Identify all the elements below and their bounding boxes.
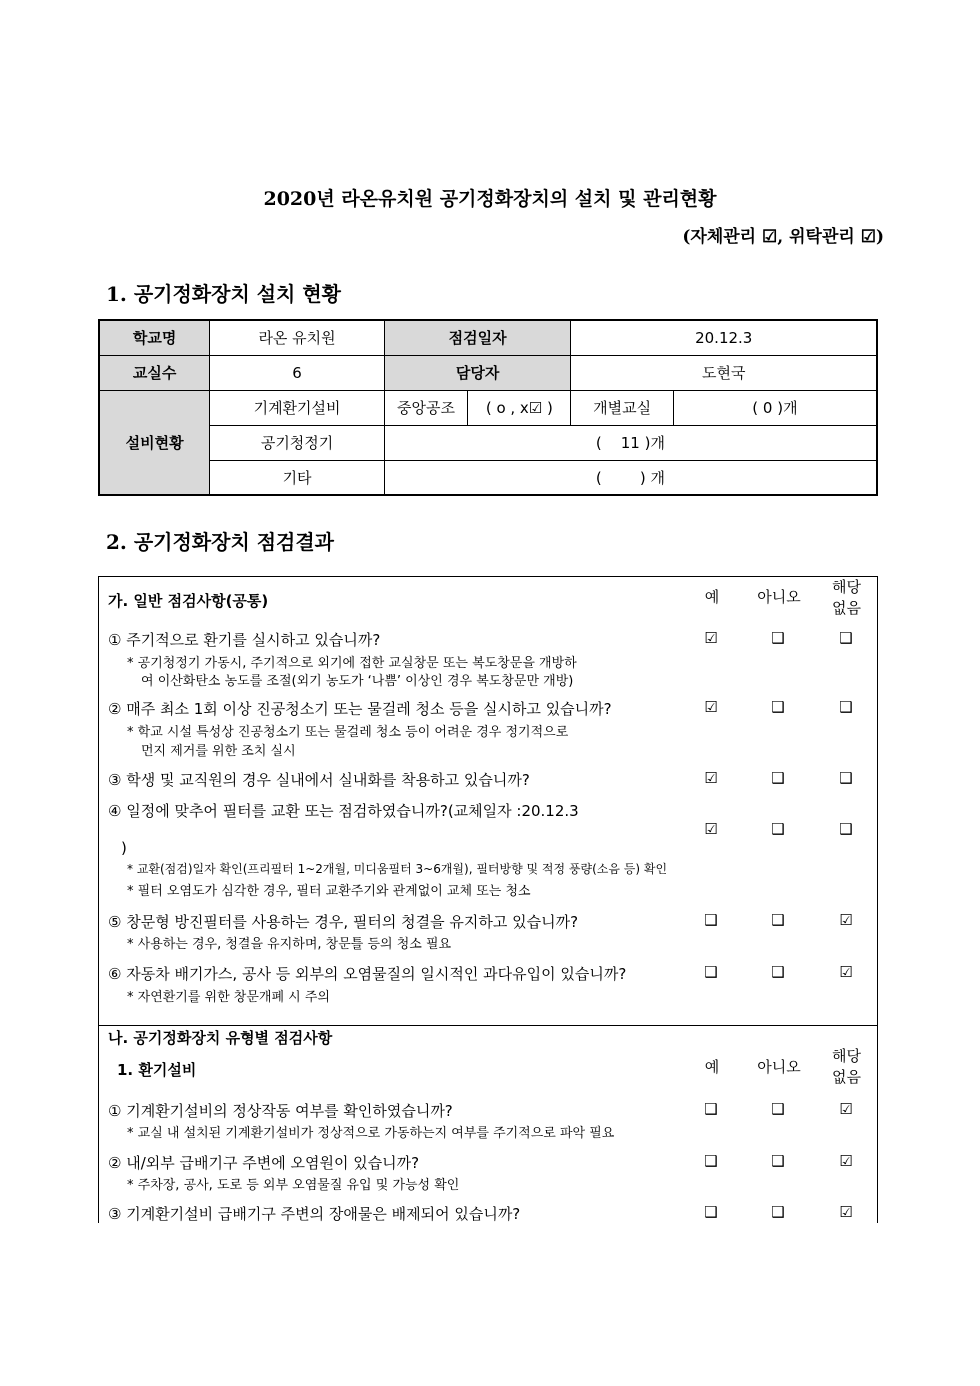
manager-label: 담당자 <box>384 355 571 390</box>
q2-no-checkbox[interactable]: ❑ <box>771 698 785 716</box>
other-value: ( ) 개 <box>384 460 877 495</box>
q2-na-checkbox[interactable]: ❑ <box>839 698 853 716</box>
column-na-2-line1: 해당 <box>832 1047 861 1065</box>
document-title: 2020년 라온유치원 공기정화장치의 설치 및 관리현황 <box>263 188 717 210</box>
ventilation-label: 기계환기설비 <box>210 390 385 425</box>
q1-no-checkbox[interactable]: ❑ <box>771 629 785 647</box>
column-na-2 <box>824 1046 869 1088</box>
ventilation-question-1: ① 기계환기설비의 정상작동 여부를 확인하였습니까? <box>108 1102 453 1120</box>
q3-na-checkbox[interactable]: ❑ <box>839 769 853 787</box>
general-section-header: 가. 일반 점검사항(공통) <box>108 592 269 610</box>
q2-yes-checkbox[interactable]: ☑ <box>704 698 718 716</box>
school-label: 학교명 <box>99 320 210 355</box>
rooms-value: 6 <box>210 355 385 390</box>
ventilation-subheader: 1. 환기설비 <box>117 1061 197 1079</box>
q3-no-checkbox[interactable]: ❑ <box>771 769 785 787</box>
v1-yes-checkbox[interactable]: ❑ <box>704 1100 718 1118</box>
v1-na-checkbox[interactable]: ☑ <box>839 1100 853 1118</box>
v2-no-checkbox[interactable]: ❑ <box>771 1152 785 1170</box>
ventilation-question-2-note: * 주차장, 공사, 도로 등 외부 오염물질 유입 및 가능성 확인 <box>127 1178 460 1193</box>
v3-yes-checkbox[interactable]: ❑ <box>704 1203 718 1221</box>
date-value: 20.12.3 <box>571 320 877 355</box>
q5-na-checkbox[interactable]: ☑ <box>839 911 853 929</box>
other-label: 기타 <box>210 460 385 495</box>
question-2-note-2: 먼지 제거를 위한 조치 실시 <box>141 744 296 759</box>
question-1: ① 주기적으로 환기를 실시하고 있습니까? <box>108 631 381 649</box>
purifier-value: ( 11 )개 <box>384 425 877 460</box>
section-divider <box>99 1025 877 1026</box>
q3-yes-checkbox[interactable]: ☑ <box>704 769 718 787</box>
section-2-heading: 2. 공기정화장치 점검결과 <box>106 530 335 554</box>
question-1-note-1: * 공기청정기 가동시, 주기적으로 외기에 접한 교실창문 또는 복도창문을 개방하 <box>127 656 577 671</box>
q1-na-checkbox[interactable]: ❑ <box>839 629 853 647</box>
q4-yes-checkbox[interactable]: ☑ <box>704 820 718 838</box>
ventilation-question-2: ② 내/외부 급배기구 주변에 오염원이 있습니까? <box>108 1154 420 1172</box>
q6-na-checkbox[interactable]: ☑ <box>839 963 853 981</box>
q4-na-checkbox[interactable]: ❑ <box>839 820 853 838</box>
question-2: ② 매주 최소 1회 이상 진공청소기 또는 물걸레 청소 등을 실시하고 있습니까? <box>108 700 612 718</box>
q6-yes-checkbox[interactable]: ❑ <box>704 963 718 981</box>
question-4-cont: ) <box>121 839 127 857</box>
column-na-2-line2: 없음 <box>832 1068 861 1086</box>
installation-table <box>98 319 878 496</box>
manager-value: 도현국 <box>571 355 877 390</box>
column-na-line1: 해당 <box>832 578 861 596</box>
question-6-note-1: * 자연환기를 위한 창문개폐 시 주의 <box>127 990 330 1005</box>
school-value: 라온 유치원 <box>210 320 385 355</box>
column-na-line2: 없음 <box>832 599 861 617</box>
column-yes-2: 예 <box>704 1058 720 1076</box>
column-na <box>824 577 869 619</box>
management-type: (자체관리 ☑, 위탁관리 ☑) <box>682 227 884 247</box>
ventilation-question-3: ③ 기계환기설비 급배기구 주변의 장애물은 배제되어 있습니까? <box>108 1205 521 1223</box>
question-2-note-1: * 학교 시설 특성상 진공청소기 또는 물걸레 청소 등이 어려운 경우 정기적으로 <box>127 725 569 740</box>
question-4-note-2: * 필터 오염도가 심각한 경우, 필터 교환주기와 관계없이 교체 또는 청소 <box>127 884 531 899</box>
type-section-header: 나. 공기정화장치 유형별 점검사항 <box>108 1029 333 1047</box>
v3-na-checkbox[interactable]: ☑ <box>839 1203 853 1221</box>
q6-no-checkbox[interactable]: ❑ <box>771 963 785 981</box>
central-label: 중앙공조 <box>384 390 467 425</box>
question-6: ⑥ 자동차 배기가스, 공사 등 외부의 오염물질의 일시적인 과다유입이 있습니까? <box>108 965 627 983</box>
rooms-label: 교실수 <box>99 355 210 390</box>
question-4-note-1: * 교환(점검)일자 확인(프리필터 1~2개월, 미디움필터 3~6개월), 필터방향 및 적정 풍량(소음 등) 확인 <box>127 862 668 876</box>
purifier-label: 공기청정기 <box>210 425 385 460</box>
question-1-note-2: 여 이산화탄소 농도를 조절(외기 농도가 ‘나쁨’ 이상인 경우 복도창문만 개방) <box>141 674 574 689</box>
v2-na-checkbox[interactable]: ☑ <box>839 1152 853 1170</box>
column-no-2: 아니오 <box>757 1058 801 1076</box>
individual-label: 개별교실 <box>571 390 673 425</box>
q4-no-checkbox[interactable]: ❑ <box>771 820 785 838</box>
v1-no-checkbox[interactable]: ❑ <box>771 1100 785 1118</box>
date-label: 점검일자 <box>384 320 571 355</box>
inspection-results <box>98 576 878 1223</box>
v3-no-checkbox[interactable]: ❑ <box>771 1203 785 1221</box>
central-value: ( o , x☑ ) <box>468 390 571 425</box>
q5-yes-checkbox[interactable]: ❑ <box>704 911 718 929</box>
column-yes: 예 <box>704 588 720 606</box>
v2-yes-checkbox[interactable]: ❑ <box>704 1152 718 1170</box>
column-no: 아니오 <box>757 588 801 606</box>
question-4: ④ 일정에 맞추어 필터를 교환 또는 점검하였습니까?(교체일자 :20.12.3 <box>108 802 579 820</box>
ventilation-question-1-note: * 교실 내 설치된 기계환기설비가 정상적으로 가동하는지 여부를 주기적으로 파악 필요 <box>127 1126 615 1141</box>
equipment-label: 설비현황 <box>99 390 210 495</box>
question-5: ⑤ 창문형 방진필터를 사용하는 경우, 필터의 청결을 유지하고 있습니까? <box>108 913 579 931</box>
q1-yes-checkbox[interactable]: ☑ <box>704 629 718 647</box>
q5-no-checkbox[interactable]: ❑ <box>771 911 785 929</box>
section-1-heading: 1. 공기정화장치 설치 현황 <box>106 282 341 306</box>
question-3: ③ 학생 및 교직원의 경우 실내에서 실내화를 착용하고 있습니까? <box>108 771 530 789</box>
question-5-note-1: * 사용하는 경우, 청결을 유지하며, 창문틀 등의 청소 필요 <box>127 937 452 952</box>
individual-value: ( 0 )개 <box>673 390 877 425</box>
